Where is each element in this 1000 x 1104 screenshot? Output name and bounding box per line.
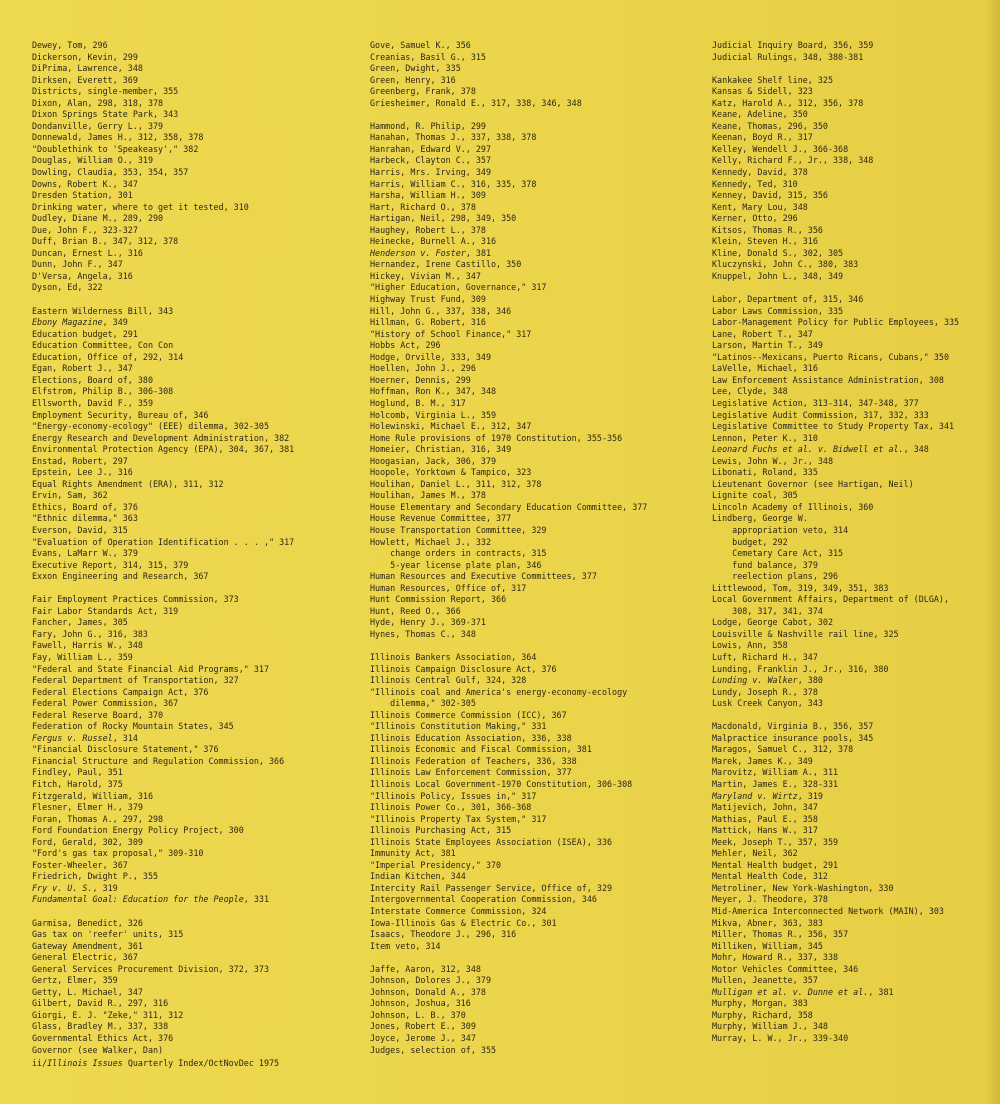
index-entry: Houlihan, Daniel L., 311, 312, 378 <box>370 478 542 489</box>
index-entry: Lewis, John W., Jr., 348 <box>712 455 834 466</box>
index-entry: Kenney, David, 315, 356 <box>712 190 828 201</box>
index-entry: Intercity Rail Passenger Service, Office of, 329 <box>370 882 613 893</box>
index-entry: Getty, L. Michael, 347 <box>32 986 143 997</box>
index-entry: Johnson, Joshua, 316 <box>370 998 471 1009</box>
index-entry: "History of School Finance," 317 <box>370 328 532 339</box>
index-entry: Governmental Ethics Act, 376 <box>32 1033 174 1044</box>
index-entry: Fair Labor Standards Act, 319 <box>32 605 179 616</box>
index-entry: Keane, Thomas, 296, 350 <box>712 120 828 131</box>
index-entry: Employment Security, Bureau of, 346 <box>32 409 209 420</box>
index-entry: Federal Elections Campaign Act, 376 <box>32 686 209 697</box>
index-entry: D'Versa, Angela, 316 <box>32 270 133 281</box>
index-entry: Maragos, Samuel C., 312, 378 <box>712 744 854 755</box>
index-entry: Keane, Adeline, 350 <box>712 109 808 120</box>
index-entry: Martin, James E., 328-331 <box>712 779 839 789</box>
index-entry: Milliken, William, 345 <box>712 940 823 951</box>
index-entry: Hernandez, Irene Castillo, 350 <box>370 259 522 270</box>
index-entry: Luft, Richard H., 347 <box>712 651 818 662</box>
index-entry: Jones, Robert E., 309 <box>370 1021 476 1032</box>
index-entry: Dixon Springs State Park, 343 <box>32 109 179 120</box>
index-entry: Dixon, Alan, 298, 318, 378 <box>32 97 164 108</box>
index-entry: Fitzgerald, William, 316 <box>32 790 154 801</box>
footer-issue: Quarterly Index/OctNovDec 1975 <box>122 1058 280 1068</box>
index-entry: Lennon, Peter K., 310 <box>712 432 818 443</box>
index-entry: Federal Department of Transportation, 327 <box>32 675 239 686</box>
index-entry: Matijevich, John, 347 <box>712 802 818 813</box>
index-entry: Lee, Clyde, 348 <box>712 386 788 397</box>
index-entry: Hammond, R. Philip, 299 <box>370 120 486 131</box>
section-gap <box>370 640 700 652</box>
index-entry: Drinking water, where to get it tested, 310 <box>32 201 249 212</box>
index-entry: 308, 317, 341, 374 <box>712 605 823 616</box>
index-entry: Dudley, Diane M., 289, 290 <box>32 213 164 224</box>
index-entry: Intergovernmental Cooperation Commission, 346 <box>370 894 597 905</box>
index-entry: Katz, Harold A., 312, 356, 378 <box>712 97 864 108</box>
index-entry: "Ford's gas tax proposal," 309-310 <box>32 848 204 859</box>
index-entry: Judicial Inquiry Board, 356, 359 <box>712 40 874 50</box>
index-entry: Libonati, Roland, 335 <box>712 467 818 478</box>
index-entry: Highway Trust Fund, 309 <box>370 294 486 305</box>
index-entry: Fitch, Harold, 375 <box>32 779 123 789</box>
index-entry: Murray, L. W., Jr., 339-340 <box>712 1033 849 1044</box>
index-entry: Hunt Commission Report, 366 <box>370 594 507 605</box>
index-entry: Mullen, Jeanette, 357 <box>712 975 818 986</box>
section-gap <box>32 294 362 306</box>
index-entry: Epstein, Lee J., 316 <box>32 467 133 478</box>
index-entry: Kluczynski, John C., 380, 383 <box>712 259 859 270</box>
index-entry: Mathias, Paul E., 358 <box>712 813 818 824</box>
index-entry: Joyce, Jerome J., 347 <box>370 1033 476 1044</box>
index-entry: Illinois State Employees Association (ISEA), 336 <box>370 836 613 847</box>
index-entry: Fawell, Harris W., 348 <box>32 640 143 651</box>
index-entry: Lusk Creek Canyon, 343 <box>712 698 823 709</box>
index-entry: Mattick, Hans W., 317 <box>712 825 818 836</box>
index-entry: Macdonald, Virginia B., 356, 357 <box>712 721 874 732</box>
index-entry: LaVelle, Michael, 316 <box>712 363 818 374</box>
section-gap <box>712 63 1000 75</box>
index-entry: Douglas, William O., 319 <box>32 155 154 166</box>
index-entry: 5-year license plate plan, 346 <box>370 559 542 570</box>
index-column-1 <box>32 40 362 1056</box>
index-entry: Financial Structure and Regulation Commission, 366 <box>32 755 285 766</box>
index-entry: Dirksen, Everett, 369 <box>32 74 138 85</box>
index-entry: "Imperial Presidency," 370 <box>370 859 502 870</box>
index-entry: Federation of Rocky Mountain States, 345 <box>32 721 234 732</box>
index-entry: Illinois Local Government-1970 Constitution, 306-308 <box>370 779 633 789</box>
index-entry: Keenan, Boyd R., 317 <box>712 132 813 143</box>
index-entry: Hill, John G., 337, 338, 346 <box>370 305 512 316</box>
index-column-3 <box>712 40 1000 1045</box>
index-entry: "Latinos--Mexicans, Puerto Ricans, Cubans," 350 <box>712 351 949 362</box>
index-entry: Littlewood, Tom, 319, 349, 351, 383 <box>712 582 889 593</box>
index-entry: Friedrich, Dwight P., 355 <box>32 871 159 882</box>
index-entry: Fundamental Goal: Education for the People, 331 <box>32 894 269 905</box>
index-entry: dilemma," 302-305 <box>370 698 476 709</box>
index-entry: Holewinski, Michael E., 312, 347 <box>370 421 532 432</box>
index-entry: Cemetary Care Act, 315 <box>712 548 844 559</box>
index-entry: Fergus v. Russel, 314 <box>32 732 138 743</box>
footer-publication-title: Illinois Issues <box>47 1058 123 1068</box>
index-entry: General Services Procurement Division, 372, 373 <box>32 963 269 974</box>
index-entry: Dunn, John F., 347 <box>32 259 123 270</box>
index-entry: Green, Dwight, 335 <box>370 63 461 74</box>
section-gap <box>712 282 1000 294</box>
index-entry: Giorgi, E. J. "Zeke," 311, 312 <box>32 1009 184 1020</box>
index-entry: Hillman, G. Robert, 316 <box>370 317 486 328</box>
index-entry: "Financial Disclosure Statement," 376 <box>32 744 219 755</box>
index-entry: Foster-Wheeler, 367 <box>32 859 128 870</box>
index-entry: Hickey, Vivian M., 347 <box>370 270 481 281</box>
index-entry: Lignite coal, 305 <box>712 490 798 501</box>
index-entry: Knuppel, John L., 348, 349 <box>712 270 844 281</box>
index-entry: Lowis, Ann, 358 <box>712 640 788 651</box>
index-entry: Lindberg, George W. <box>712 513 808 524</box>
index-entry: "Illinois Constitution Making," 331 <box>370 721 547 732</box>
index-entry: Egan, Robert J., 347 <box>32 363 133 374</box>
index-entry: "Illinois Policy, Issues in," 317 <box>370 790 537 801</box>
index-entry: Marek, James K., 349 <box>712 755 813 766</box>
index-entry: Lodge, George Cabot, 302 <box>712 617 834 628</box>
index-entry: Hoopole, Yorktown & Tampico, 323 <box>370 467 532 478</box>
index-entry: Heinecke, Burnell A., 316 <box>370 236 497 247</box>
index-entry: Fry v. U. S., 319 <box>32 882 118 893</box>
index-entry: Iowa-Illinois Gas & Electric Co., 301 <box>370 917 557 928</box>
index-entry: Gove, Samuel K., 356 <box>370 40 471 50</box>
index-entry: Kansas & Sidell, 323 <box>712 86 813 97</box>
index-entry: Exxon Engineering and Research, 367 <box>32 571 209 582</box>
index-entry: Harbeck, Clayton C., 357 <box>370 155 492 166</box>
index-entry: Mohr, Howard R., 337, 338 <box>712 952 839 963</box>
index-entry: Ford, Gerald, 302, 309 <box>32 836 143 847</box>
index-entry: Mulligan et al. v. Dunne et al., 381 <box>712 986 894 997</box>
index-entry: Creanias, Basil G., 315 <box>370 51 486 62</box>
index-entry: DiPrima, Lawrence, 348 <box>32 63 143 74</box>
index-entry: Illinois Bankers Association, 364 <box>370 651 537 662</box>
index-entry: Kitsos, Thomas R., 356 <box>712 224 823 235</box>
section-gap <box>32 583 362 595</box>
index-entry: Hart, Richard O., 378 <box>370 201 476 212</box>
index-entry: Everson, David, 315 <box>32 524 128 535</box>
index-entry: Illinois Commerce Commission (ICC), 367 <box>370 709 567 720</box>
index-entry: "Energy-economy-ecology" (EEE) dilemma, 302-305 <box>32 421 269 432</box>
index-entry: Eastern Wilderness Bill, 343 <box>32 305 174 316</box>
index-entry: Fay, William L., 359 <box>32 651 133 662</box>
index-entry: Gateway Amendment, 361 <box>32 940 143 951</box>
index-entry: Meek, Joseph T., 357, 359 <box>712 836 839 847</box>
index-entry: Home Rule provisions of 1970 Constitution, 355-356 <box>370 432 623 443</box>
index-entry: Green, Henry, 316 <box>370 74 456 85</box>
index-entry: budget, 292 <box>712 536 788 547</box>
index-entry: Federal Power Commission, 367 <box>32 698 179 709</box>
index-entry: Hanrahan, Edward V., 297 <box>370 143 492 154</box>
index-entry: Hoellen, John J., 296 <box>370 363 476 374</box>
index-entry: Donnewald, James H., 312, 358, 378 <box>32 132 204 143</box>
index-entry: Duff, Brian B., 347, 312, 378 <box>32 236 179 247</box>
index-entry: Garmisa, Benedict, 326 <box>32 917 143 928</box>
index-entry: "Illinois Property Tax System," 317 <box>370 813 547 824</box>
index-entry: fund balance, 379 <box>712 559 818 570</box>
index-entry: Lane, Robert T., 347 <box>712 328 813 339</box>
index-entry: Griesheimer, Ronald E., 317, 338, 346, 348 <box>370 97 582 108</box>
index-entry: Lieutenant Governor (see Hartigan, Neil) <box>712 478 914 489</box>
index-entry: "Doublethink to 'Speakeasy'," 382 <box>32 143 199 154</box>
page-edge-shadow <box>986 0 1000 1104</box>
index-entry: Human Resources, Office of, 317 <box>370 582 527 593</box>
index-entry: Hyde, Henry J., 369-371 <box>370 617 486 628</box>
index-entry: Executive Report, 314, 315, 379 <box>32 559 189 570</box>
index-entry: Flesner, Elmer H., 379 <box>32 802 143 813</box>
section-gap <box>370 109 700 121</box>
index-entry: Federal Reserve Board, 370 <box>32 709 164 720</box>
index-entry: Legislative Audit Commission, 317, 332, 333 <box>712 409 929 420</box>
index-entry: Enstad, Robert, 297 <box>32 455 128 466</box>
index-entry: reelection plans, 296 <box>712 571 839 582</box>
index-entry: Meyer, J. Theodore, 378 <box>712 894 828 905</box>
index-entry: Hanahan, Thomas J., 337, 338, 378 <box>370 132 537 143</box>
index-column-2 <box>370 40 700 1056</box>
index-entry: Elfstrom, Philip B., 306-308 <box>32 386 174 397</box>
index-entry: Education, Office of, 292, 314 <box>32 351 184 362</box>
index-entry: Evans, LaMarr W., 379 <box>32 548 138 559</box>
index-entry: Murphy, Morgan, 383 <box>712 998 808 1009</box>
page-footer <box>32 1058 279 1068</box>
index-entry: Kerner, Otto, 296 <box>712 213 798 224</box>
index-entry: Dickerson, Kevin, 299 <box>32 51 138 62</box>
index-entry: House Transportation Committee, 329 <box>370 524 547 535</box>
index-entry: Hartigan, Neil, 298, 349, 350 <box>370 213 517 224</box>
index-entry: Energy Research and Development Administration, 382 <box>32 432 290 443</box>
index-entry: Hunt, Reed O., 366 <box>370 605 461 616</box>
index-entry: Education Committee, Con Con <box>32 340 174 351</box>
index-entry: "Ethnic dilemma," 363 <box>32 513 138 524</box>
index-entry: Haughey, Robert L., 378 <box>370 224 486 235</box>
index-entry: Illinois Law Enforcement Commission, 377 <box>370 767 572 778</box>
index-entry: Homeier, Christian, 316, 349 <box>370 444 512 455</box>
index-entry: Labor-Management Policy for Public Employees, 335 <box>712 317 960 328</box>
index-entry: Henderson v. Foster, 381 <box>370 247 492 258</box>
index-entry: Illinois Education Association, 336, 338 <box>370 732 572 743</box>
index-entry: Kelley, Wendell J., 366-368 <box>712 143 849 154</box>
index-entry: "Federal and State Financial Aid Programs," 317 <box>32 663 269 674</box>
index-entry: Foran, Thomas A., 297, 298 <box>32 813 164 824</box>
index-entry: Judicial Rulings, 348, 380-381 <box>712 51 864 62</box>
index-entry: Illinois Campaign Disclosure Act, 376 <box>370 663 557 674</box>
index-entry: Lundy, Joseph R., 378 <box>712 686 818 697</box>
index-entry: Houlihan, James M., 378 <box>370 490 486 501</box>
index-entry: Louisville & Nashville rail line, 325 <box>712 628 899 639</box>
index-entry: Kennedy, David, 378 <box>712 167 808 178</box>
index-entry: Kennedy, Ted, 310 <box>712 178 798 189</box>
section-gap <box>32 906 362 918</box>
index-entry: Miller, Thomas R., 356, 357 <box>712 929 849 940</box>
index-entry: Immunity Act, 381 <box>370 848 456 859</box>
index-entry: Howlett, Michael J., 332 <box>370 536 492 547</box>
section-gap <box>370 952 700 964</box>
index-entry: Downs, Robert K., 347 <box>32 178 138 189</box>
index-entry: Hoffman, Ron K., 347, 348 <box>370 386 497 397</box>
index-entry: Lunding v. Walker, 380 <box>712 675 823 686</box>
index-entry: Local Government Affairs, Department of (DLGA), <box>712 594 949 605</box>
index-entry: Gas tax on 'reefer' units, 315 <box>32 929 184 940</box>
index-entry: "Evaluation of Operation Identification . . . ," 317 <box>32 536 295 547</box>
index-entry: Hynes, Thomas C., 348 <box>370 628 476 639</box>
index-entry: Legislative Action, 313-314, 347-348, 377 <box>712 397 919 408</box>
index-entry: Isaacs, Theodore J., 296, 316 <box>370 929 517 940</box>
index-entry: Maryland v. Wirtz, 319 <box>712 790 823 801</box>
index-entry: Mehler, Neil, 362 <box>712 848 798 859</box>
index-entry: Greenberg, Frank, 378 <box>370 86 476 97</box>
index-entry: Elections, Board of, 380 <box>32 374 154 385</box>
index-entry: Labor, Department of, 315, 346 <box>712 294 864 305</box>
index-entry: Environmental Protection Agency (EPA), 304, 367, 381 <box>32 444 295 455</box>
index-entry: Ethics, Board of, 376 <box>32 501 138 512</box>
index-entry: Item veto, 314 <box>370 940 441 951</box>
index-entry: Due, John F., 323-327 <box>32 224 138 235</box>
index-entry: Findley, Paul, 351 <box>32 767 123 778</box>
index-entry: Dewey, Tom, 296 <box>32 40 108 50</box>
index-entry: Kelly, Richard F., Jr., 338, 348 <box>712 155 874 166</box>
index-entry: Kent, Mary Lou, 348 <box>712 201 808 212</box>
index-entry: Governor (see Walker, Dan) <box>32 1044 164 1055</box>
index-entry: Murphy, Richard, 358 <box>712 1009 813 1020</box>
index-entry: Legislative Committee to Study Property Tax, 341 <box>712 421 955 432</box>
index-entry: Duncan, Ernest L., 316 <box>32 247 143 258</box>
index-entry: Harsha, William H., 309 <box>370 190 486 201</box>
index-entry: Education budget, 291 <box>32 328 138 339</box>
index-entry: Interstate Commerce Commission, 324 <box>370 906 547 917</box>
index-entry: Jaffe, Aaron, 312, 348 <box>370 963 481 974</box>
index-entry: Ellsworth, David F., 359 <box>32 397 154 408</box>
index-entry: Hoogasian, Jack, 306, 379 <box>370 455 497 466</box>
index-entry: Illinois Economic and Fiscal Commission, 381 <box>370 744 592 755</box>
index-entry: General Electric, 367 <box>32 952 138 963</box>
index-entry: Larson, Martin T., 349 <box>712 340 823 351</box>
index-entry: Johnson, L. B., 370 <box>370 1009 466 1020</box>
index-entry: Marovitz, William A., 311 <box>712 767 839 778</box>
index-entry: Hoerner, Dennis, 299 <box>370 374 471 385</box>
index-entry: Law Enforcement Assistance Administration, 308 <box>712 374 944 385</box>
index-entry: Mental Health budget, 291 <box>712 859 839 870</box>
index-entry: Gertz, Elmer, 359 <box>32 975 118 986</box>
index-entry: "Higher Education, Governance," 317 <box>370 282 547 293</box>
index-entry: Indian Kitchen, 344 <box>370 871 466 882</box>
index-entry: Glass, Bradley M., 337, 338 <box>32 1021 169 1032</box>
index-entry: Johnson, Donald A., 378 <box>370 986 486 997</box>
index-entry: Illinois Central Gulf, 324, 328 <box>370 675 527 686</box>
index-entry: Dresden Station, 301 <box>32 190 133 201</box>
index-entry: Illinois Power Co., 301, 366-368 <box>370 802 532 813</box>
index-entry: appropriation veto, 314 <box>712 524 849 535</box>
index-entry: Klein, Steven H., 316 <box>712 236 818 247</box>
index-entry: Lunding, Franklin J., Jr., 316, 380 <box>712 663 889 674</box>
index-entry: Human Resources and Executive Committees, 377 <box>370 571 597 582</box>
index-entry: Metroliner, New York-Washington, 330 <box>712 882 894 893</box>
index-entry: Johnson, Dolores J., 379 <box>370 975 492 986</box>
index-entry: Harris, William C., 316, 335, 378 <box>370 178 537 189</box>
index-entry: Illinois Purchasing Act, 315 <box>370 825 512 836</box>
index-entry: Illinois Federation of Teachers, 336, 338 <box>370 755 577 766</box>
index-entry: Hoglund, B. M., 317 <box>370 397 466 408</box>
index-entry: Harris, Mrs. Irving, 349 <box>370 167 492 178</box>
index-entry: Judges, selection of, 355 <box>370 1044 497 1055</box>
index-entry: Mid-America Interconnected Network (MAIN), 303 <box>712 906 944 917</box>
index-entry: Fancher, James, 305 <box>32 617 128 628</box>
index-entry: Fair Employment Practices Commission, 373 <box>32 594 239 605</box>
index-entry: Fary, John G., 316, 383 <box>32 628 148 639</box>
index-entry: House Revenue Committee, 377 <box>370 513 512 524</box>
footer-prefix: ii/ <box>32 1058 48 1068</box>
index-entry: Kline, Donald S., 302, 305 <box>712 247 844 258</box>
index-entry: Leonard Fuchs et al. v. Bidwell et al., 348 <box>712 444 929 455</box>
index-entry: Districts, single-member, 355 <box>32 86 179 97</box>
index-entry: Motor Vehicles Committee, 346 <box>712 963 859 974</box>
index-entry: Dowling, Claudia, 353, 354, 357 <box>32 167 189 178</box>
index-entry: Ford Foundation Energy Policy Project, 300 <box>32 825 244 836</box>
index-entry: Hobbs Act, 296 <box>370 340 441 351</box>
index-entry: change orders in contracts, 315 <box>370 548 547 559</box>
index-entry: Gilbert, David R., 297, 316 <box>32 998 169 1009</box>
index-entry: Ebony Magazine, 349 <box>32 317 128 328</box>
index-entry: Dondanville, Gerry L., 379 <box>32 120 164 131</box>
index-entry: Mental Health Code, 312 <box>712 871 828 882</box>
index-entry: Kankakee Shelf line, 325 <box>712 74 834 85</box>
section-gap <box>712 710 1000 722</box>
index-entry: Lincoln Academy of Illinois, 360 <box>712 501 874 512</box>
index-entry: Malpractice insurance pools, 345 <box>712 732 874 743</box>
index-entry: House Elementary and Secondary Education Committee, 377 <box>370 501 648 512</box>
index-entry: "Illinois coal and America's energy-economy-ecology <box>370 686 628 697</box>
index-entry: Mikva, Abner, 363, 383 <box>712 917 823 928</box>
index-entry: Labor Laws Commission, 335 <box>712 305 844 316</box>
index-entry: Hodge, Orville, 333, 349 <box>370 351 492 362</box>
index-entry: Dyson, Ed, 322 <box>32 282 103 293</box>
index-entry: Equal Rights Amendment (ERA), 311, 312 <box>32 478 224 489</box>
index-entry: Ervin, Sam, 362 <box>32 490 108 501</box>
index-entry: Murphy, William J., 348 <box>712 1021 828 1032</box>
index-entry: Holcomb, Virginia L., 359 <box>370 409 497 420</box>
